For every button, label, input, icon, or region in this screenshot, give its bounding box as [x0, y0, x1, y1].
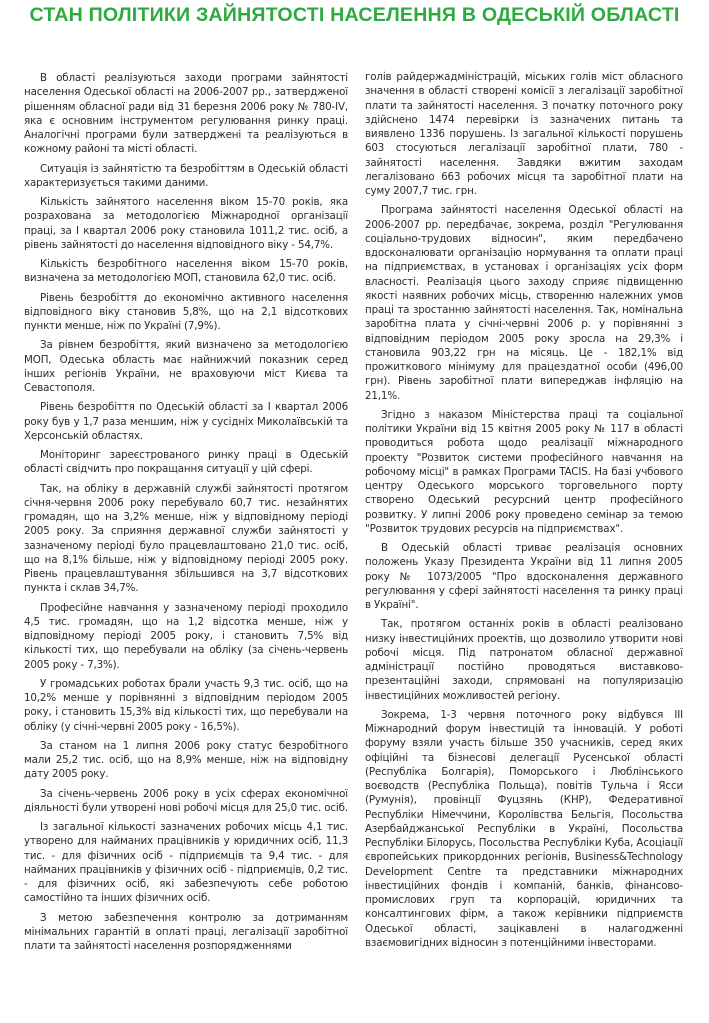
paragraph: Програма зайнятості населення Одеської області на 2006-2007 рр. передбачає, зокрема, розділ "Регулювання соціально-трудових відносин", яким передбачено вдосконалювати організацію нормування та оплати праці на підприємствах, в установах і організаціях усіх форм власності. Реалізація цього заходу сприяє підвищенню якості наявних робочих місць, створенню належних умов праці та зростанню зайнятості населення. Так, номінальна заробітна плата у січні-червні 2006 р. у порівнянні з відповідним періодом 2005 року зросла на 29,3% і становила 903,22 грн на місяць. Це - 182,1% від прожиткового мінімуму для працездатної особи (496,00 грн). Рівень заробітної плати випереджав інфляцію на 21,1%.	[365, 204, 683, 402]
paragraph: У громадських роботах брали участь 9,3 тис. осіб, що на 10,2% менше у порівнянні з відповідним періодом 2005 року, і становить 15,3% від кількості тих, що перебували на обліку (у січні-червні 2005 року - 16,5%).	[24, 677, 348, 733]
page-title: СТАН ПОЛІТИКИ ЗАЙНЯТОСТІ НАСЕЛЕННЯ В ОДЕСЬКІЙ ОБЛАСТІ	[29, 4, 680, 26]
paragraph: Кількість зайнятого населення віком 15-70 років, яка розрахована за методологією Міжнародної організації праці, за І квартал 2006 року становила 1011,2 тис. осіб, а рівень зайнятості до населення відповідного віку - 54,7%.	[24, 196, 348, 251]
paragraph: Зокрема, 1-3 червня поточного року відбувся III Міжнародний форум інвестицій та інновацій. У роботі форуму взяли участь більше 350 учасників, серед яких офіційні та бізнесові делегації Русенської області (Республіка Болгарія), Поморського і Люблінського воєводств (Республіка Польща), повітів Тульча і Ясси (Румунія), провінції Фуцзянь (КНР), Федеративної Республіки Німеччини, Королівства Бельгія, Посольства Азербайджанської Республіки в Україні, Посольства Республіки Білорусь, Посольства Республіки Куба, Асоціації європейських прикордонних регіонів, Business&Technology Development Centre та представники міжнародних інвестиційних фондів і компаній, банків, фінансово-промислових груп та корпорацій, юридичних та консалтингових фірм, а також керівники підприємств Одеської області, зацікавлені в налагодженні взаємовигідних відносин з потенційними інвесторами.	[365, 708, 683, 949]
paragraph: В області реалізуються заходи програми зайнятості населення Одеської області на 2006-2007 рр., затвердженої рішенням обласної ради від 31 березня 2006 року № 780-IV, яка є основним інструментом регулювання ринку праці. Аналогічні програми були затверджені та реалізуються в кожному районі та місті області.	[24, 72, 348, 156]
right-column	[365, 70, 683, 1022]
paragraph: Рівень безробіття до економічно активного населення відповідного віку становив 5,8%, що на 2,1 відсоткових пункти менше, ніж по Україні (7,9%).	[24, 291, 348, 332]
paragraph: Моніторинг зареєстрованого ринку праці в Одеській області свідчить про покращання ситуації у цій сфері.	[24, 449, 348, 476]
paragraph: Так, на обліку в державній службі зайнятості протягом січня-червня 2006 року перебувало 60,7 тис. незайнятих громадян, що на 3,2% менше, ніж у відповідному періоді 2005 року. За сприяння державної служби зайнятості у зазначеному періоді було працевлаштовано 21,0 тис. осіб, що на 8,1% більше, ніж у відповідному періоді 2005 року. Рівень працевлаштування збільшився на 3,7 відсоткових пункта і склав 34,7%.	[24, 482, 348, 595]
paragraph: Із загальної кількості зазначених робочих місць 4,1 тис. утворено для найманих працівників у юридичних осіб, 11,3 тис. - для фізичних осіб - підприємців та 9,4 тис. - для найманих працівників у фізичних осіб - підприємців, 0,2 тис. - для фізичних осіб, які забезпечують себе роботою самостійно та інших фізичних осіб.	[24, 821, 348, 905]
paragraph: Так, протягом останніх років в області реалізовано низку інвестиційних проектів, що дозволило утворити нові робочі місця. Під патронатом обласної державної адміністрації постійно проводяться виставково-презентаційні заходи, спрямовані на популяризацію інвестиційних можливостей регіону.	[365, 618, 683, 702]
paragraph: За рівнем безробіття, який визначено за методологією МОП, Одеська область має найнижчий показник серед інших регіонів України, не враховуючи міст Києва та Севастополя.	[24, 339, 348, 394]
paragraph: В Одеській області триває реалізація основних положень Указу Президента України від 11 липня 2005 року № 1073/2005 "Про вдосконалення державного регулювання у сфері зайнятості населення та ринку праці в Україні".	[365, 542, 683, 611]
paragraph: За січень-червень 2006 року в усіх сферах економічної діяльності були утворені нові робочі місця для 25,0 тис. осіб.	[24, 787, 348, 814]
paragraph: Професійне навчання у зазначеному періоді проходило 4,5 тис. громадян, що на 1,2 відсотка менше, ніж у відповідному періоді 2005 року, і становить 7,5% від кількості тих, що перебували на обліку (за січень-червень 2005 року - 7,3%).	[24, 601, 348, 671]
paragraph: Кількість безробітного населення віком 15-70 років, визначена за методологією МОП, становила 62,0 тис. осіб.	[24, 258, 348, 285]
paragraph: За станом на 1 липня 2006 року статус безробітного мали 25,2 тис. осіб, що на 8,9% менше, ніж на відповідну дату 2005 року.	[24, 739, 348, 781]
paragraph: З метою забезпечення контролю за дотриманням мінімальних гарантій в оплаті праці, легалізації заробітної плати та зайнятості населення розпорядженнями	[24, 911, 348, 952]
paragraph: Рівень безробіття по Одеській області за І квартал 2006 року був у 1,7 раза меншим, ніж у сусідніх Миколаївській та Херсонській областях.	[24, 401, 348, 442]
paragraph: Ситуація із зайнятістю та безробіттям в Одеській області характеризується такими даними.	[24, 162, 348, 189]
paragraph: голів райдержадміністрацій, міських голів міст обласного значення в області створені комісії з легалізації заробітної плати та зайнятості населення. З початку поточного року здійснено 1474 перевірки із зазначених питань та виявлено 1336 порушень. Із загальної кількості порушень 603 стосуються легалізації заробітної плати, 780 - зайнятості населення. Завдяки вжитим заходам легалізовано 663 робочих місця та заробітної плати на суму 2007,7 тис. грн.	[365, 71, 683, 197]
left-column	[24, 71, 348, 1023]
paragraph: Згідно з наказом Міністерства праці та соціальної політики України від 15 квітня 2005 року № 117 в області проводиться робота щодо реалізації міжнародного проекту "Розвиток системи професійного навчання на робочому місці" в рамках Програми TACIS. На базі учбового центру Одеського морського торговельного порту створено Одеський ресурсний центр професійного розвитку. У липні 2006 року проведено семінар за темою "Розвиток трудових ресурсів на підприємствах".	[365, 408, 683, 535]
